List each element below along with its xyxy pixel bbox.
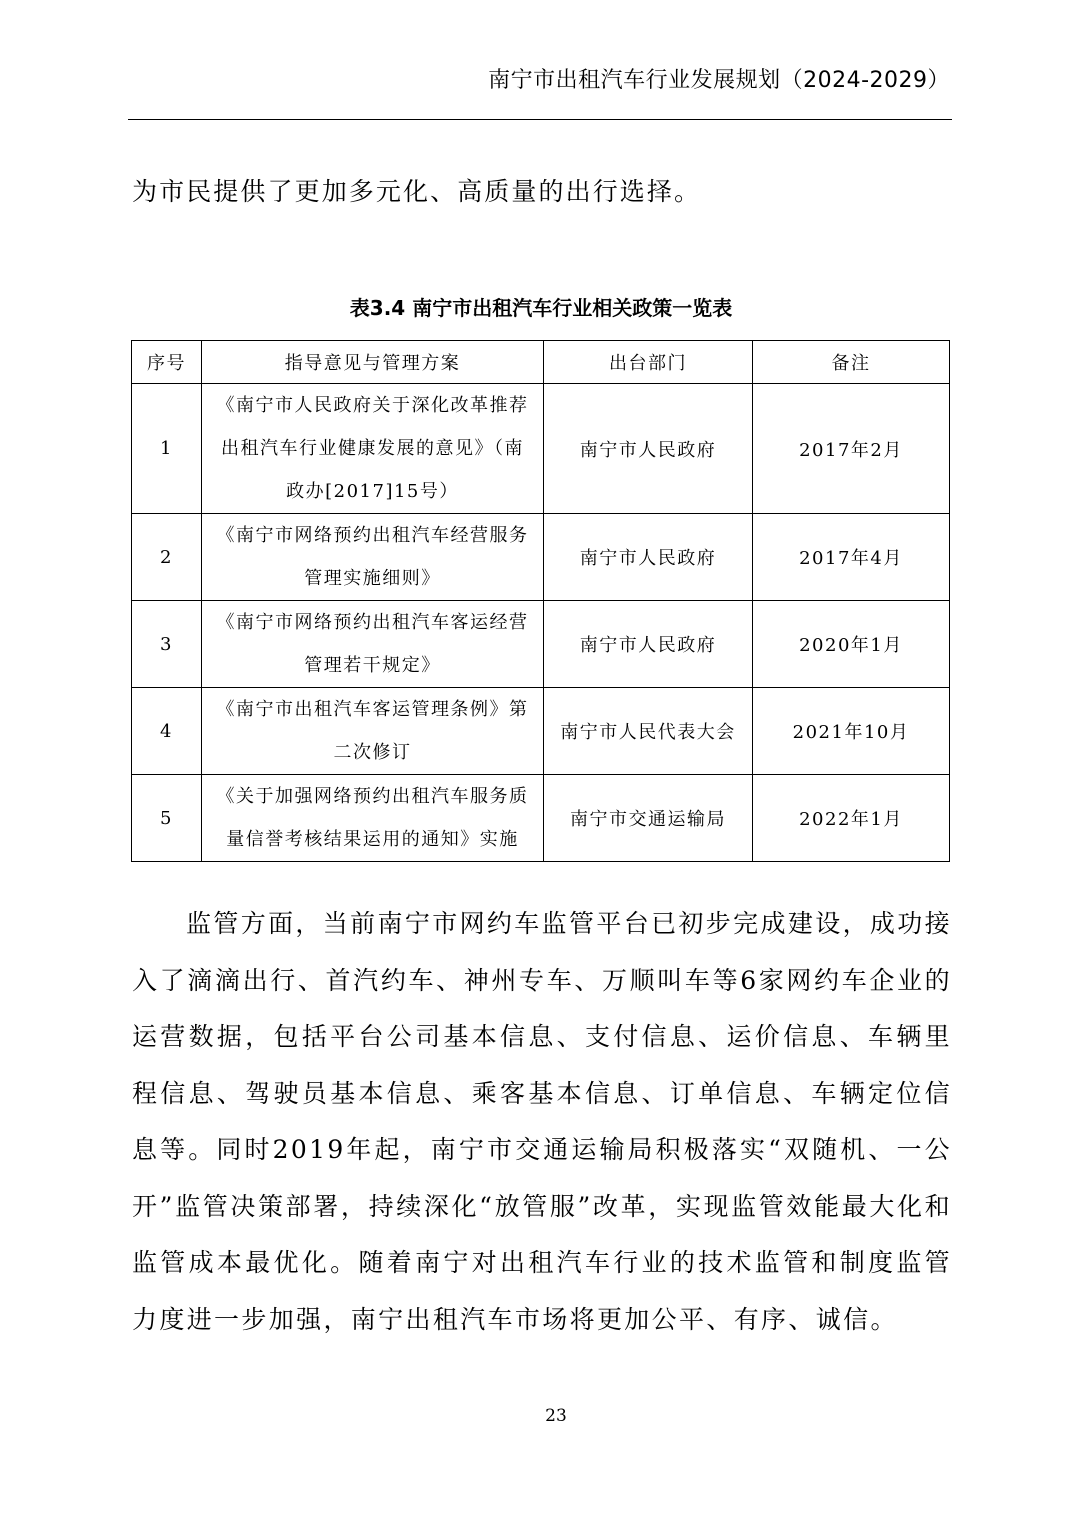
table-caption: 表3.4 南宁市出租汽车行业相关政策一览表 xyxy=(349,296,733,320)
policy-document: 《关于加强网络预约出租汽车服务质量信誉考核结果运用的通知》实施 xyxy=(202,775,544,862)
body-paragraph: 监管方面，当前南宁市网约车监管平台已初步完成建设，成功接入了滴滴出行、首汽约车、神州专车、万顺叫车等6家网约车企业的运营数据，包括平台公司基本信息、支付信息、运价信息、车辆里程信息、驾驶员基本信息、乘客基本信息、订单信息、车辆定位信息等。同时2019年起，南宁市交通运输局积极落实“双随机、一公开”监管决策部署，持续深化“放管服”改革，实现监管效能最大化和监管成本最优化。随着南宁对出租汽车行业的技术监管和制度监管力度进一步加强，南宁出租汽车市场将更加公平、有序、诚信。 xyxy=(132,909,952,1334)
row-number: 3 xyxy=(132,601,202,688)
issuing-department: 南宁市人民政府 xyxy=(544,601,753,688)
issue-date: 2021年10月 xyxy=(753,688,950,775)
row-number: 5 xyxy=(132,775,202,862)
column-header-department: 出台部门 xyxy=(544,341,753,384)
row-number: 4 xyxy=(132,688,202,775)
issuing-department: 南宁市交通运输局 xyxy=(544,775,753,862)
issuing-department: 南宁市人民政府 xyxy=(544,514,753,601)
row-number: 2 xyxy=(132,514,202,601)
policy-document: 《南宁市出租汽车客运管理条例》第二次修订 xyxy=(202,688,544,775)
issue-date: 2017年2月 xyxy=(753,384,950,514)
column-header-document: 指导意见与管理方案 xyxy=(202,341,544,384)
policy-table xyxy=(131,340,950,862)
intro-paragraph: 为市民提供了更加多元化、高质量的出行选择。 xyxy=(132,177,702,206)
issue-date: 2017年4月 xyxy=(753,514,950,601)
policy-document: 《南宁市人民政府关于深化改革推荐出租汽车行业健康发展的意见》（南政办[2017]15号） xyxy=(202,384,544,514)
page-number: 23 xyxy=(545,1406,567,1426)
column-header-note: 备注 xyxy=(753,341,950,384)
running-header-title: 南宁市出租汽车行业发展规划（2024-2029） xyxy=(488,68,950,93)
column-header-number: 序号 xyxy=(132,341,202,384)
issue-date: 2020年1月 xyxy=(753,601,950,688)
table-row xyxy=(132,688,950,775)
issue-date: 2022年1月 xyxy=(753,775,950,862)
issuing-department: 南宁市人民政府 xyxy=(544,384,753,514)
table-header-row xyxy=(132,341,950,384)
table-row xyxy=(132,514,950,601)
header-divider xyxy=(128,119,952,120)
table-row xyxy=(132,384,950,514)
issuing-department: 南宁市人民代表大会 xyxy=(544,688,753,775)
policy-document: 《南宁市网络预约出租汽车客运经营管理若干规定》 xyxy=(202,601,544,688)
table-row xyxy=(132,601,950,688)
policy-document: 《南宁市网络预约出租汽车经营服务管理实施细则》 xyxy=(202,514,544,601)
table-row xyxy=(132,775,950,862)
row-number: 1 xyxy=(132,384,202,514)
